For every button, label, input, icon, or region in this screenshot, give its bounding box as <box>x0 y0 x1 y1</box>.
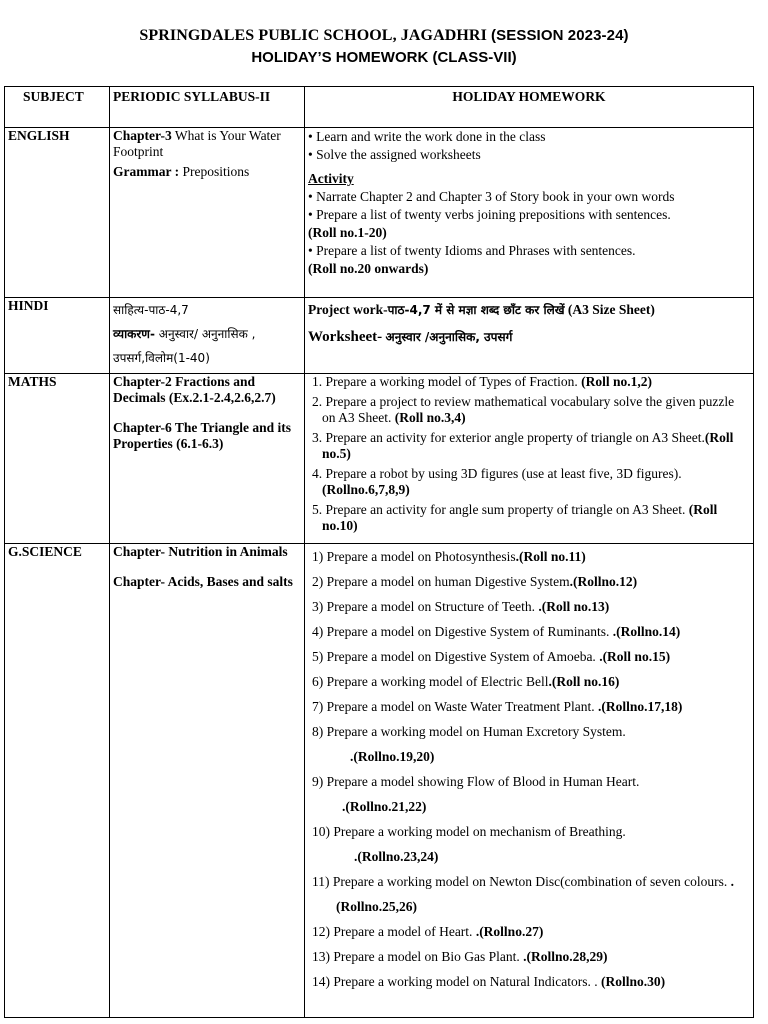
roll-label: (Roll no.1-20) <box>308 225 387 240</box>
header-subject: SUBJECT <box>5 87 110 128</box>
syllabus-science-ch2: Chapter- Acids, Bases and salts <box>113 574 293 589</box>
list-item: 14) Prepare a working model on Natural Indicators. . (Rollno.30) <box>312 974 666 989</box>
syllabus-hindi-line1: साहित्य-पाठ-4,7 <box>113 303 189 317</box>
list-item: 1) Prepare a model on Photosynthesis.(Roll no.11) <box>312 549 586 564</box>
syllabus-science <box>110 544 305 1018</box>
project-work-label: Project work- <box>308 302 388 317</box>
table-row-hindi <box>5 298 754 374</box>
syllabus-maths-ch6: Chapter-6 The Triangle and its Properties (6.1-6.3) <box>113 420 292 451</box>
list-item: 12) Prepare a model of Heart. .(Rollno.27) <box>312 924 544 939</box>
syllabus-hindi <box>110 298 305 374</box>
homework-science <box>305 544 754 1018</box>
header-homework: HOLIDAY HOMEWORK <box>305 87 754 128</box>
syllabus-chapter-text: What is Your Water Footprint <box>113 128 281 159</box>
syllabus-science-ch1: Chapter- Nutrition in Animals <box>113 544 288 559</box>
subject-science: G.SCIENCE <box>5 544 110 1018</box>
list-item: 13) Prepare a model on Bio Gas Plant. .(Rollno.28,29) <box>312 949 608 964</box>
list-item: 11) Prepare a working model on Newton Disc(combination of seven colours. .(Rollno.25,26) <box>312 874 735 914</box>
syllabus-hindi-line3: उपसर्ग,विलोम(1-40) <box>113 351 210 365</box>
list-item: 7) Prepare a model on Waste Water Treatment Plant. .(Rollno.17,18) <box>312 699 683 714</box>
homework-subtitle: HOLIDAY’S HOMEWORK (CLASS-VII) <box>251 49 517 66</box>
list-item: 4. Prepare a robot by using 3D figures (use at least five, 3D figures). (Rollno.6,7,8,9) <box>312 466 682 497</box>
project-work-sheet: (A3 Size Sheet) <box>567 302 655 317</box>
table-row-maths <box>5 374 754 544</box>
syllabus-chapter-label: Chapter-3 <box>113 128 172 143</box>
subject-english: ENGLISH <box>5 128 110 298</box>
activity-heading: Activity <box>308 171 354 186</box>
session-label: (SESSION 2023-24) <box>491 27 629 44</box>
list-item: 2. Prepare a project to review mathematical vocabulary solve the given puzzle on A3 Sheet. (Roll no.3,4) <box>312 394 735 425</box>
homework-table <box>4 86 754 1018</box>
list-item: 2) Prepare a model on human Digestive System.(Rollno.12) <box>312 574 638 589</box>
syllabus-maths <box>110 374 305 544</box>
homework-english <box>305 128 754 298</box>
list-item: 5. Prepare an activity for angle sum property of triangle on A3 Sheet. (Roll no.10) <box>312 502 718 533</box>
list-item: • Prepare a list of twenty verbs joining prepositions with sentences. <box>308 206 750 224</box>
syllabus-english <box>110 128 305 298</box>
worksheet-label: Worksheet- <box>308 329 383 345</box>
list-item: 8) Prepare a working model on Human Excretory System. .(Rollno.19,20) <box>312 724 626 764</box>
school-name: SPRINGDALES PUBLIC SCHOOL, JAGADHRI <box>139 27 487 44</box>
list-item: 4) Prepare a model on Digestive System of Ruminants. .(Rollno.14) <box>312 624 681 639</box>
table-header-row <box>5 87 754 128</box>
table-row-science <box>5 544 754 1018</box>
syllabus-maths-ch2: Chapter-2 Fractions and Decimals (Ex.2.1-2.4,2.6,2.7) <box>113 374 276 405</box>
syllabus-grammar-label: Grammar : <box>113 164 180 179</box>
list-item: • Prepare a list of twenty Idioms and Phrases with sentences. <box>308 242 750 260</box>
list-item: 10) Prepare a working model on mechanism of Breathing. .(Rollno.23,24) <box>312 824 626 864</box>
list-item: 5) Prepare a model on Digestive System of Amoeba. .(Roll no.15) <box>312 649 671 664</box>
list-item: 1. Prepare a working model of Types of Fraction. (Roll no.1,2) <box>312 374 652 389</box>
list-item: 3) Prepare a model on Structure of Teeth. .(Roll no.13) <box>312 599 610 614</box>
project-work-text: पाठ-4,7 में से मज्ञा शब्द छाँट कर लिखें <box>387 303 565 317</box>
homework-maths <box>305 374 754 544</box>
subject-hindi: HINDI <box>5 298 110 374</box>
header-syllabus: PERIODIC SYLLABUS-II <box>110 87 305 128</box>
worksheet-text: अनुस्वार /अनुनासिक, उपसर्ग <box>385 330 513 344</box>
syllabus-hindi-label: व्याकरण- <box>113 327 155 341</box>
syllabus-grammar-text: Prepositions <box>182 164 250 179</box>
subject-maths: MATHS <box>5 374 110 544</box>
list-item: • Solve the assigned worksheets <box>308 146 750 164</box>
list-item: 9) Prepare a model showing Flow of Blood in Human Heart. .(Rollno.21,22) <box>312 774 640 814</box>
homework-hindi <box>305 298 754 374</box>
list-item: 6) Prepare a working model of Electric Bell.(Roll no.16) <box>312 674 620 689</box>
roll-label: (Roll no.20 onwards) <box>308 261 429 276</box>
list-item: • Learn and write the work done in the class <box>308 128 750 146</box>
table-row-english <box>5 128 754 298</box>
list-item: • Narrate Chapter 2 and Chapter 3 of Story book in your own words <box>308 188 750 206</box>
list-item: 3. Prepare an activity for exterior angle property of triangle on A3 Sheet.(Roll no.5) <box>312 430 734 461</box>
school-title <box>0 27 768 45</box>
syllabus-hindi-line2: अनुस्वार/ अनुनासिक , <box>158 327 256 341</box>
